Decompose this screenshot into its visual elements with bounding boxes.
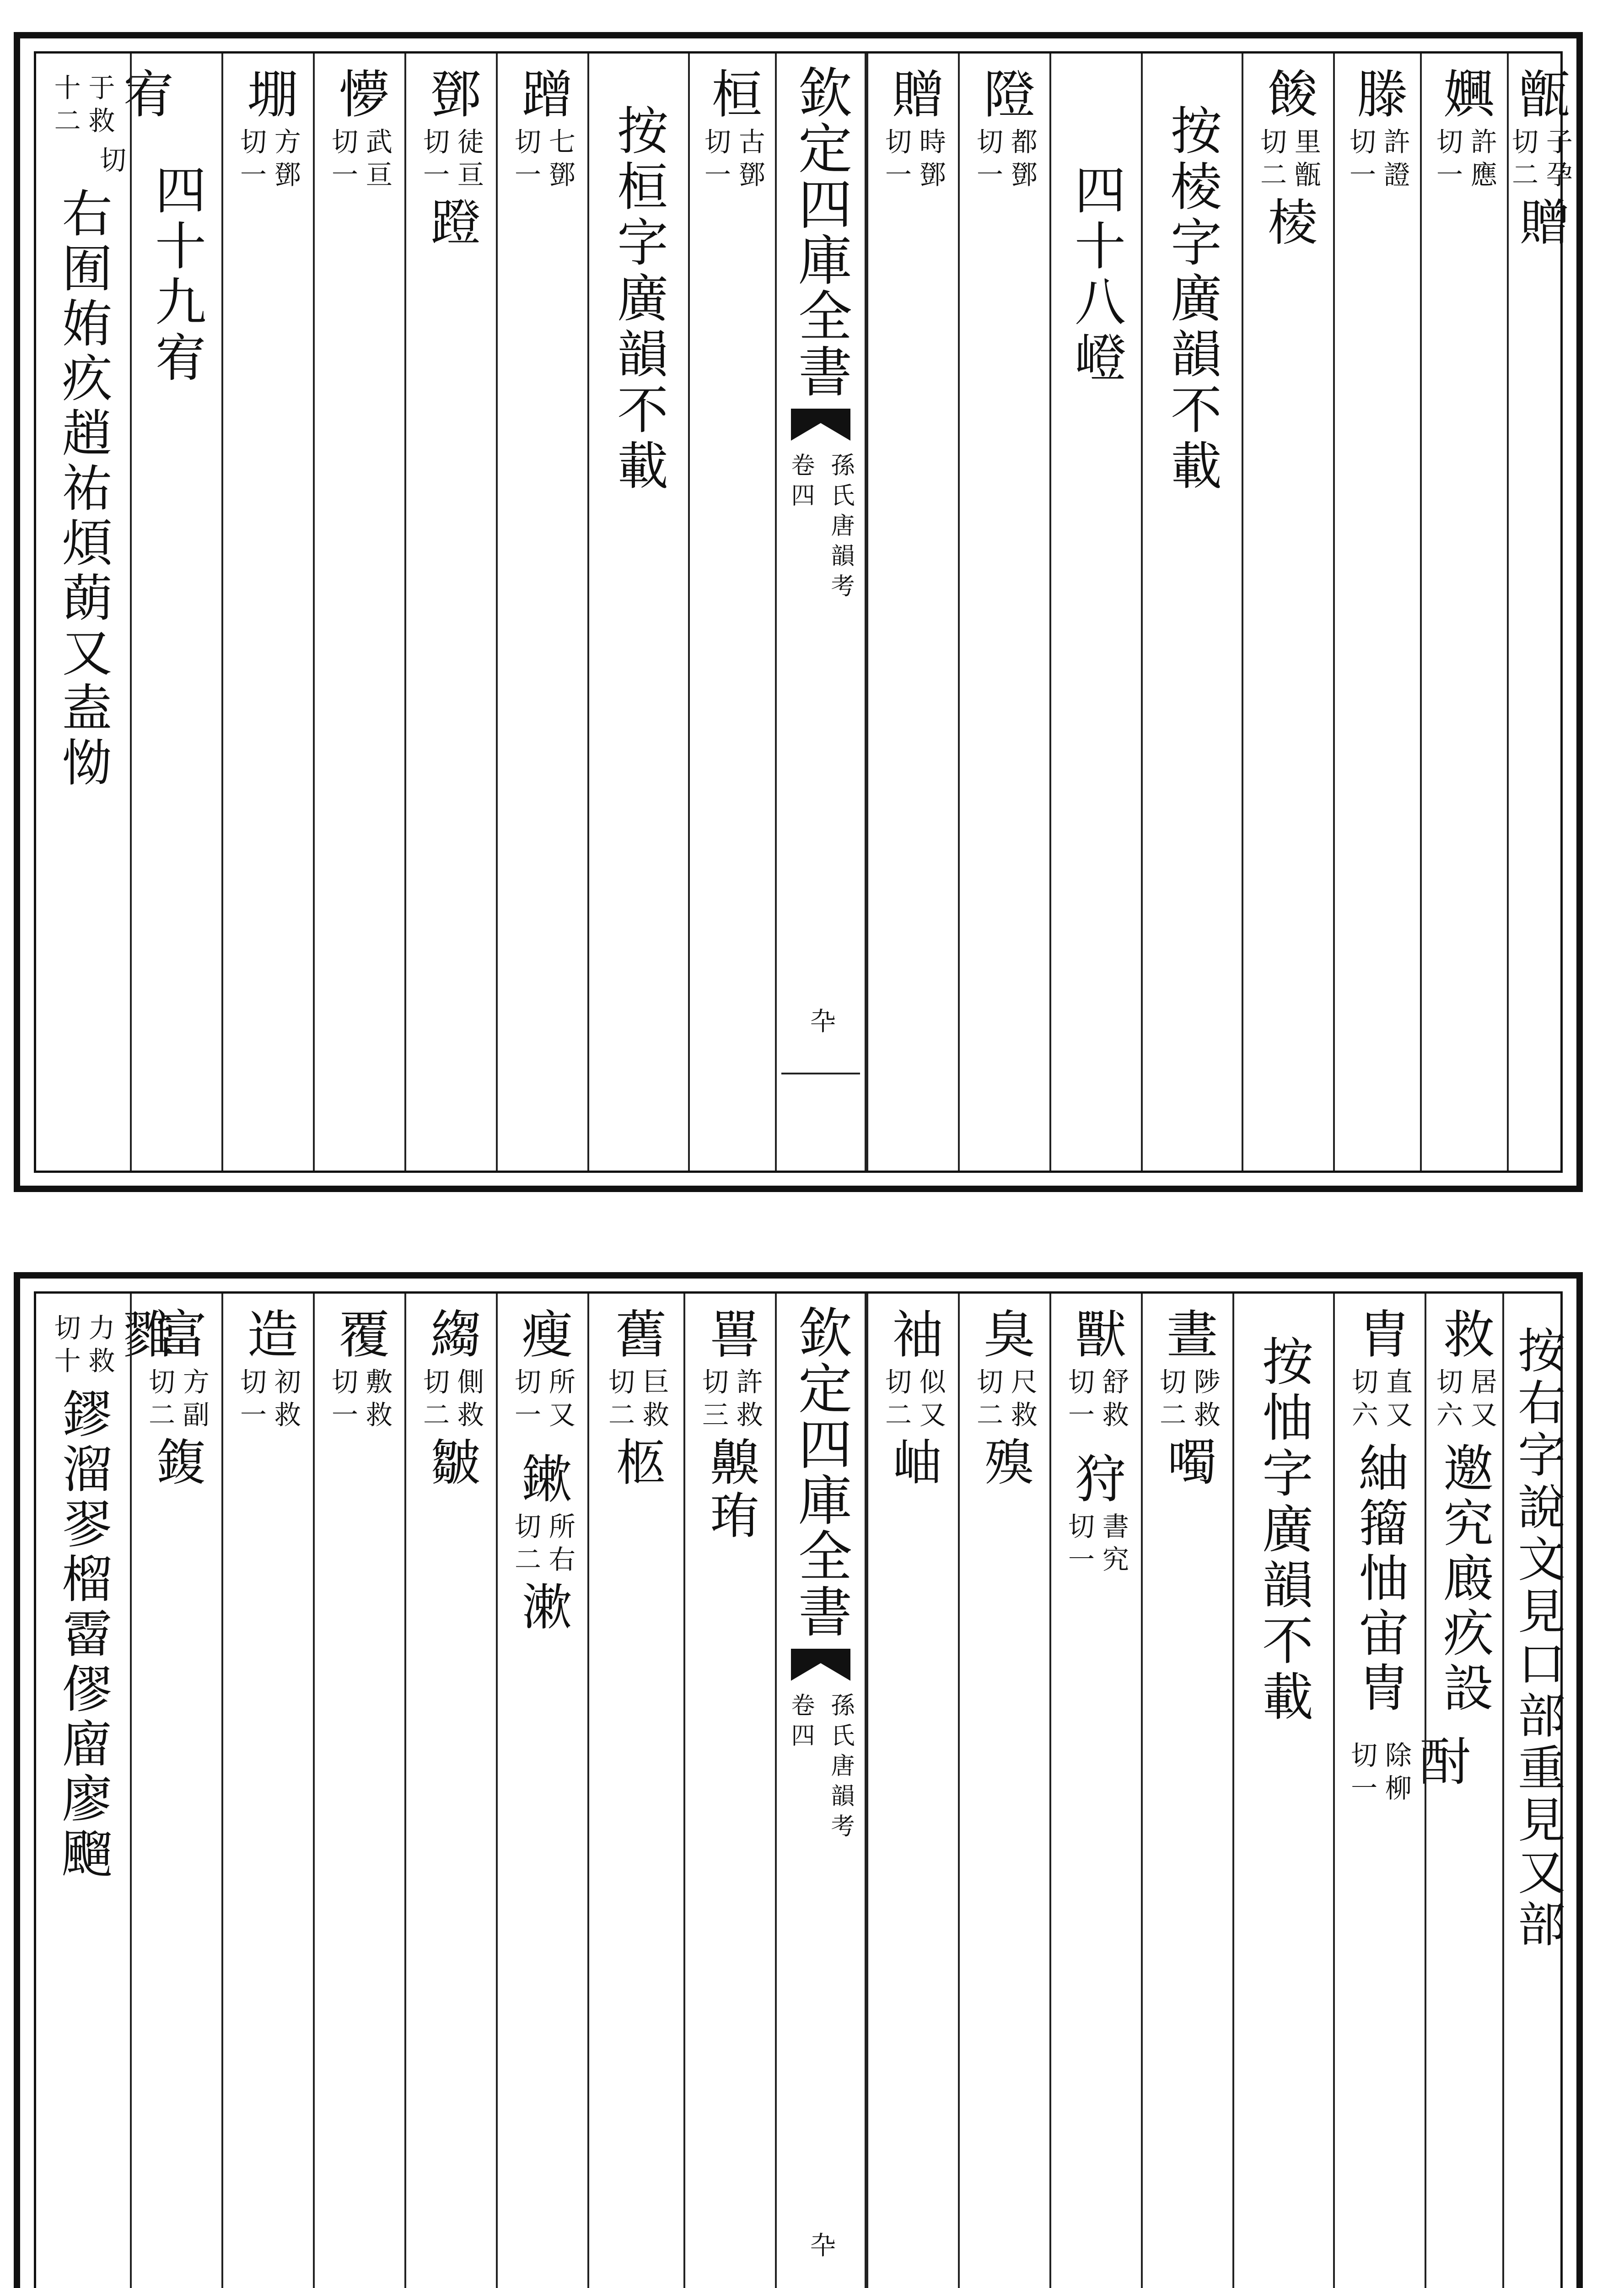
book-title: 欽定四庫全書 (789, 1305, 852, 1640)
annotation: 除柳 (1380, 1741, 1412, 1807)
head-char: 鄧 (421, 67, 481, 121)
entry-column (221, 1294, 313, 2288)
entry-variant: 噣 (1159, 1436, 1216, 1489)
annotation: 切二 (604, 1368, 635, 1434)
center-block (775, 1294, 866, 2288)
annotation: 切一 (510, 128, 541, 194)
annotation: 切一 (700, 128, 731, 194)
annotation: 七鄧 (544, 128, 575, 194)
head-char: 瘦 (513, 1307, 573, 1361)
annotation: 方副 (178, 1368, 210, 1434)
annotation: 于救 (84, 74, 115, 140)
annotation: 切六 (1347, 1368, 1378, 1434)
rhyme-section-heading: 四十九宥 (146, 163, 206, 387)
entry-column (1141, 1294, 1232, 2288)
center-block (775, 54, 866, 1171)
entry-column (221, 54, 313, 1171)
annotation: 側救 (452, 1368, 484, 1434)
head-char: 狩 (1066, 1452, 1126, 1506)
annotation: 尺救 (1006, 1368, 1038, 1434)
annotation: 切六 (1432, 1368, 1463, 1434)
annotation: 切二 (1155, 1368, 1186, 1434)
entry-variant: 柩 (608, 1436, 665, 1489)
entry-column (313, 54, 404, 1171)
annotation: 力救 (84, 1314, 115, 1380)
annotation: 切十 (49, 1314, 81, 1380)
head-char: 鏉 (513, 1452, 573, 1506)
annotation: 舒救 (1097, 1368, 1129, 1434)
entry-column (1049, 1294, 1141, 2288)
entry-variant: 齅珛 (701, 1436, 759, 1543)
fishtail-mark (791, 1649, 850, 1681)
head-char: 懜 (330, 67, 390, 121)
section-heading-column (1049, 54, 1141, 1171)
head-char: 救 (1435, 1307, 1495, 1361)
entry-body: 紬籀怞宙冑 (1350, 1442, 1409, 1716)
annotation: 切二 (144, 1368, 175, 1434)
entry-column (1425, 1294, 1502, 2288)
work-title: 孫氏唐韻考 (827, 1693, 854, 1844)
volume-label: 卷四 (787, 1693, 814, 1753)
entry-you-column (36, 54, 174, 1171)
top-page (14, 32, 1583, 1192)
bottom-page (14, 1272, 1583, 2288)
fishtail-mark (791, 409, 850, 441)
annotation: 都鄧 (1006, 128, 1038, 194)
head-char: 富 (147, 1307, 207, 1361)
entry-variant: 蹬 (422, 196, 480, 249)
annotation: 切一 (1432, 128, 1463, 194)
folio-rule (781, 1073, 860, 1074)
entry-variant: 棱 (1259, 196, 1317, 249)
head-char: 縐 (421, 1307, 481, 1361)
annotation: 居又 (1466, 1368, 1497, 1434)
entry-column (1242, 54, 1333, 1171)
entry-column (130, 1294, 221, 2288)
annotation: 切二 (881, 1368, 912, 1434)
entry-variant: 岫 (884, 1436, 942, 1489)
annotation: 里甑 (1290, 128, 1321, 194)
annotation: 切二 (1507, 128, 1538, 194)
head-char: 贈 (883, 67, 943, 121)
annotation: 十二 (49, 74, 81, 140)
annotation: 切 (95, 146, 126, 179)
annotation: 切二 (972, 1368, 1003, 1434)
editorial-note: 按右字說文見口部重見又部 (1510, 1326, 1565, 1952)
folio-number: 卆 (806, 2232, 836, 2257)
annotation: 陟救 (1189, 1368, 1221, 1434)
annotation: 所右 (544, 1512, 575, 1578)
entry-column (313, 1294, 404, 2288)
annotation: 切一 (1064, 1368, 1095, 1434)
head-char: 宥 (114, 67, 174, 121)
entry-variant: 皺 (422, 1436, 480, 1489)
head-char: 覆 (330, 1307, 390, 1361)
entry-body: 右囿姷疚趙祐煩蓢又盍怮 (54, 187, 113, 791)
annotation: 許證 (1379, 128, 1410, 194)
note-column (587, 54, 688, 1171)
annotation: 切一 (881, 128, 912, 194)
annotation: 切一 (972, 128, 1003, 194)
section-heading-column (130, 54, 221, 1171)
entry-body: 鏐溜翏榴霤僇廇廖飀 (54, 1388, 113, 1882)
head-char: 桓 (703, 67, 763, 121)
annotation: 初救 (269, 1368, 301, 1434)
head-char: 臭 (975, 1307, 1035, 1361)
entry-column (1420, 54, 1507, 1171)
head-char: 餕 (1258, 67, 1318, 121)
head-char: 嘼 (700, 1307, 760, 1361)
annotation: 切一 (1064, 1512, 1095, 1578)
annotation: 直又 (1381, 1368, 1413, 1434)
annotation: 切一 (1345, 128, 1376, 194)
annotation: 切二 (419, 1368, 450, 1434)
head-char: 舊 (607, 1307, 667, 1361)
head-char: 滕 (1348, 67, 1408, 121)
annotation: 子孕 (1541, 128, 1573, 194)
annotation: 時鄧 (914, 128, 946, 194)
editorial-note: 按怞字廣韻不載 (1253, 1335, 1313, 1726)
entry-variant: 贈 (1511, 196, 1569, 249)
annotation: 切一 (419, 128, 450, 194)
annotation: 書究 (1097, 1512, 1129, 1578)
entry-column (958, 54, 1049, 1171)
head-char: 胄 (1350, 1307, 1410, 1361)
book-title: 欽定四庫全書 (789, 65, 852, 399)
entry-column (866, 1294, 958, 2288)
head-char: 袖 (883, 1307, 943, 1361)
annotation: 切一 (236, 128, 267, 194)
entry-variant: 殠 (976, 1436, 1033, 1489)
annotation: 方鄧 (269, 128, 301, 194)
editorial-note: 按棱字廣韻不載 (1162, 104, 1222, 495)
entry-column (1333, 54, 1420, 1171)
annotation: 切三 (698, 1368, 729, 1434)
head-char: 嬹 (1435, 67, 1495, 121)
entry-column (866, 54, 958, 1171)
annotation: 切一 (510, 1368, 541, 1434)
volume-label: 卷四 (787, 453, 814, 513)
entry-column (496, 1294, 587, 2288)
annotation: 所又 (544, 1368, 575, 1434)
annotation: 切二 (510, 1512, 541, 1578)
annotation: 切一 (236, 1368, 267, 1434)
annotation: 許救 (731, 1368, 763, 1434)
entry-column (404, 54, 496, 1171)
work-title: 孫氏唐韻考 (827, 453, 854, 604)
annotation: 武亘 (361, 128, 393, 194)
head-char: 酎 (1411, 1735, 1471, 1789)
folio-number: 卆 (806, 1008, 836, 1033)
head-char: 晝 (1158, 1307, 1218, 1361)
annotation: 切二 (1256, 128, 1287, 194)
entry-column (688, 54, 775, 1171)
annotation: 切一 (327, 128, 358, 194)
head-char: 甑 (1510, 67, 1570, 121)
entry-column (958, 1294, 1049, 2288)
head-char: 隥 (975, 67, 1035, 121)
head-char: 造 (238, 1307, 298, 1361)
head-char: 雡 (114, 1307, 174, 1361)
top-page-frame (34, 51, 1573, 1173)
annotation: 似又 (914, 1368, 946, 1434)
entry-column (683, 1294, 775, 2288)
note-column (1141, 54, 1242, 1171)
entry-column (496, 54, 587, 1171)
annotation: 巨救 (638, 1368, 669, 1434)
head-char: 蹭 (513, 67, 573, 121)
entry-body: 邀究廄疚設 (1435, 1442, 1494, 1716)
annotation: 切一 (327, 1368, 358, 1434)
annotation: 敷救 (361, 1368, 393, 1434)
entry-variant: 漱 (514, 1581, 571, 1634)
annotation: 徒亘 (452, 128, 484, 194)
head-char: 獸 (1066, 1307, 1126, 1361)
head-char: 堋 (238, 67, 298, 121)
note-column (1502, 1294, 1571, 2288)
editorial-note: 按桓字廣韻不載 (608, 104, 668, 495)
entry-column (587, 1294, 683, 2288)
entry-column (1507, 54, 1571, 1171)
rhyme-section-heading: 四十八嶝 (1066, 163, 1126, 387)
bottom-page-frame (34, 1291, 1563, 2288)
annotation: 切一 (1346, 1741, 1378, 1807)
entry-column (404, 1294, 496, 2288)
entry-variant: 鍑 (148, 1436, 205, 1489)
annotation: 許應 (1466, 128, 1497, 194)
annotation: 古鄧 (734, 128, 765, 194)
